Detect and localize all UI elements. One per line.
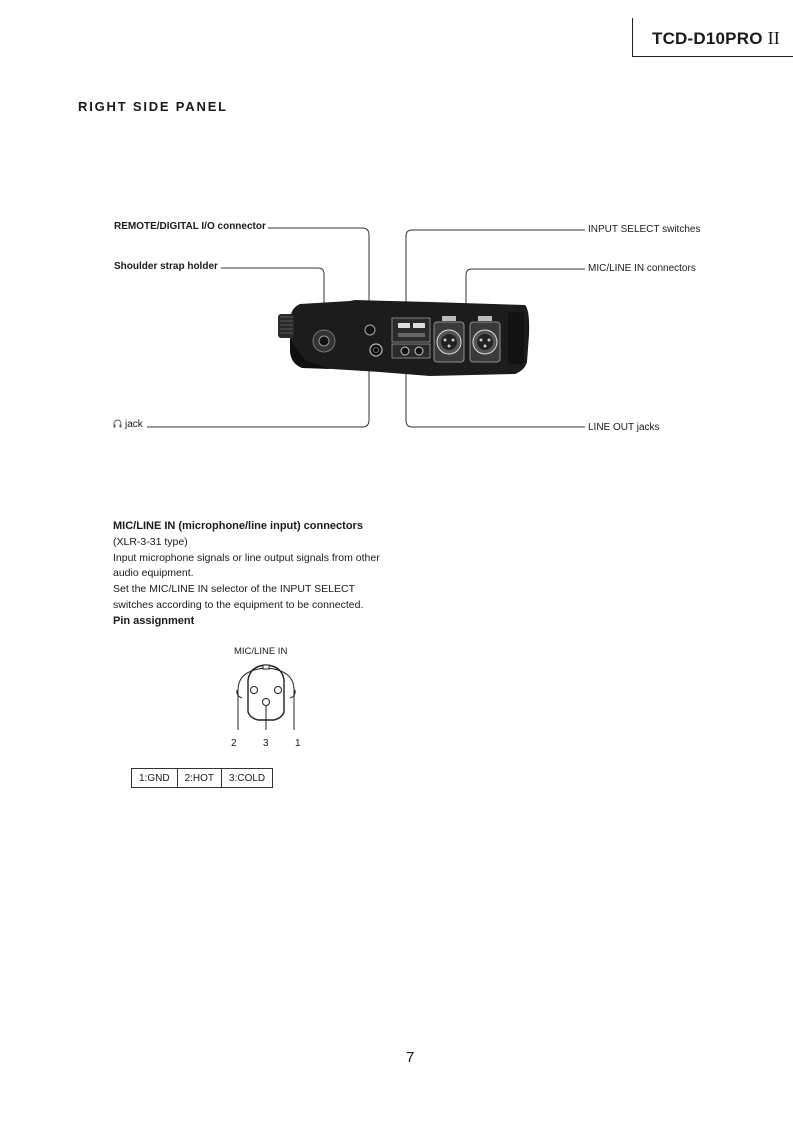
description-line: switches according to the equipment to be connected. bbox=[113, 598, 364, 611]
section-title: RIGHT SIDE PANEL bbox=[78, 99, 228, 114]
table-row bbox=[132, 769, 273, 788]
description-heading: MIC/LINE IN (microphone/line input) connectors bbox=[113, 520, 363, 532]
description-line: audio equipment. bbox=[113, 567, 194, 580]
description-type: (XLR-3-31 type) bbox=[113, 535, 188, 548]
model-suffix: II bbox=[767, 28, 780, 48]
pin-label-1: 1 bbox=[295, 738, 301, 749]
device-body bbox=[278, 300, 529, 376]
pin-diagram-title: MIC/LINE IN bbox=[234, 646, 288, 657]
callout-phones-label: jack bbox=[125, 419, 143, 430]
pin-cell-cold: 3:COLD bbox=[222, 769, 273, 788]
pin-cell-gnd: 1:GND bbox=[132, 769, 178, 788]
pin-assignment-heading: Pin assignment bbox=[113, 614, 195, 627]
callout-shoulder-strap-holder: Shoulder strap holder bbox=[114, 261, 218, 272]
callout-input-select-switches: INPUT SELECT switches bbox=[588, 224, 701, 235]
model-name: TCD-D10PRO bbox=[652, 29, 763, 48]
description-line: Input microphone signals or line output signals from other bbox=[113, 551, 380, 564]
description-line: Set the MIC/LINE IN selector of the INPUT SELECT bbox=[113, 583, 355, 596]
callout-remote-digital-io: REMOTE/DIGITAL I/O connector bbox=[114, 221, 266, 232]
xlr-connector-diagram bbox=[220, 660, 320, 740]
pin-label-2: 2 bbox=[231, 738, 237, 749]
pin-assignment-table bbox=[131, 768, 273, 788]
page-number: 7 bbox=[406, 1049, 415, 1066]
right-side-panel-illustration bbox=[0, 0, 793, 480]
callout-phones-jack bbox=[113, 419, 143, 431]
callout-mic-line-in-connectors: MIC/LINE IN connectors bbox=[588, 263, 696, 274]
mic-line-in-description bbox=[113, 519, 443, 630]
pin-label-3: 3 bbox=[263, 738, 269, 749]
callout-line-out-jacks: LINE OUT jacks bbox=[588, 422, 660, 433]
pin-cell-hot: 2:HOT bbox=[177, 769, 221, 788]
headphones-icon bbox=[113, 419, 122, 431]
